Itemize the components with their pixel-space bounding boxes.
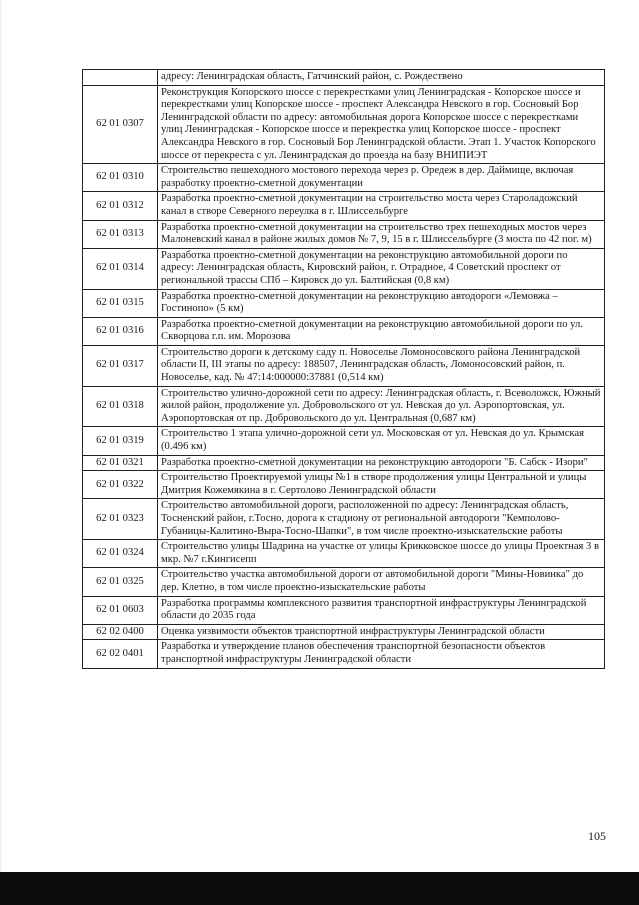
row-description: Строительство пешеходного мостового перехода через р. Оредеж в дер. Даймище, включая разработку проектно-сметной документации (158, 164, 605, 192)
table-row (83, 85, 605, 164)
row-code: 62 01 0313 (83, 220, 158, 248)
row-description: Разработка проектно-сметной документации на реконструкцию автомобильной дороги по ул. Скворцова г.п. им. Морозова (158, 317, 605, 345)
page-number: 105 (588, 829, 606, 843)
row-code: 62 01 0316 (83, 317, 158, 345)
row-code: 62 01 0318 (83, 386, 158, 427)
table-row (83, 345, 605, 386)
program-table (82, 69, 605, 669)
row-code (83, 70, 158, 86)
table-row (83, 317, 605, 345)
row-description: Строительство улично-дорожной сети по адресу: Ленинградская область, г. Всеволожск, Южный жилой район, продолжение ул. Добровольского от ул. Невская до ул. Аэропортовская, ул. Аэропортовская от пр. Добровольского до ул. Центральная (0,687 км) (158, 386, 605, 427)
row-description: адресу: Ленинградская область, Гатчинский район, с. Рождествено (158, 70, 605, 86)
row-description: Разработка проектно-сметной документации на строительство моста через Староладожский канал в створе Северного переулка в г. Шлиссельбурге (158, 192, 605, 220)
row-code: 62 01 0307 (83, 85, 158, 164)
row-description: Оценка уязвимости объектов транспортной инфраструктуры Ленинградской области (158, 624, 605, 640)
row-code: 62 01 0319 (83, 427, 158, 455)
row-description: Строительство 1 этапа улично-дорожной сети ул. Московская от ул. Невская до ул. Крымская (0.496 км) (158, 427, 605, 455)
row-code: 62 01 0312 (83, 192, 158, 220)
row-code: 62 02 0400 (83, 624, 158, 640)
table-row (83, 540, 605, 568)
row-description: Разработка проектно-сметной документации на реконструкцию автодороги "Б. Сабск - Изори" (158, 455, 605, 471)
row-description: Разработка программы комплексного развития транспортной инфраструктуры Ленинградской области до 2035 года (158, 596, 605, 624)
row-code: 62 01 0325 (83, 568, 158, 596)
row-description: Строительство Проектируемой улицы №1 в створе продолжения улицы Центральной и улицы Дмитрия Кожемякина в г. Сертолово Ленинградской области (158, 471, 605, 499)
row-description: Разработка и утверждение планов обеспечения транспортной безопасности объектов транспортной инфраструктуры Ленинградской области (158, 640, 605, 668)
table-row (83, 386, 605, 427)
table-row (83, 471, 605, 499)
row-code: 62 01 0317 (83, 345, 158, 386)
row-code: 62 01 0322 (83, 471, 158, 499)
row-description: Реконструкция Копорского шоссе с перекрестками улиц Ленинградская - Копорское шоссе и перекрестками улиц Копорское шоссе - проспект Александра Невского в гор. Сосновый Бор Ленинградской области по адресу: автомобильная дорога Копорское шоссе с перекрестками улиц Ленинградская - Копорское шоссе и перекрестка улиц Копорское шоссе - проспект Александра Невского в гор. Сосновый Бор Ленинградской области. Этап 1. Участок Копорского шоссе от перекреста с ул. Ленинградская до проезда на базу ВНИПИЭТ (158, 85, 605, 164)
table-body (83, 70, 605, 669)
table-row (83, 640, 605, 668)
table-row (83, 192, 605, 220)
row-description: Разработка проектно-сметной документации на строительство трех пешеходных мостов через Малоневский канал в районе жилых домов № 7, 9, 15 в г. Шлиссельбурге (3 моста по 42 пог. м) (158, 220, 605, 248)
table-row (83, 568, 605, 596)
row-description: Разработка проектно-сметной документации на реконструкцию автодороги «Лемовжа – Гостинопо» (5 км) (158, 289, 605, 317)
row-description: Строительство участка автомобильной дороги от автомобильной дороги "Мины-Новинка" до дер. Клетно, в том числе проектно-изыскательские работы (158, 568, 605, 596)
row-code: 62 01 0323 (83, 499, 158, 540)
row-description: Разработка проектно-сметной документации на реконструкцию автомобильной дороги по адресу: Ленинградская область, Кировский район, г. Отрадное, 4 Советский проспект от региональной трассы СПб – Кировск до ул. Балтийская (0,8 км) (158, 248, 605, 289)
row-code: 62 01 0324 (83, 540, 158, 568)
scan-edge (0, 0, 2, 872)
row-description: Строительство автомобильной дороги, расположенной по адресу: Ленинградская область, Тосненский район, г.Тосно, дорога к стадиону от региональной автодороги "Кемполово-Губаницы-Калитино-Выра-Тосно-Шапки", в том числе проектно-изыскательские работы (158, 499, 605, 540)
row-description: Строительство дороги к детскому саду п. Новоселье Ломоносовского района Ленинградской области II, III этапы по адресу: 188507, Ленинградская область, Ломоносовский район, п. Новоселье, кад. № 47:14:000000:37881 (0,514 км) (158, 345, 605, 386)
scan-bottom-bar (0, 872, 639, 905)
table-row (83, 70, 605, 86)
table-row (83, 596, 605, 624)
table-row (83, 499, 605, 540)
row-description: Строительство улицы Шадрина на участке от улицы Крикковское шоссе до улицы Проектная 3 в мкр. №7 г.Кингисепп (158, 540, 605, 568)
table-row (83, 164, 605, 192)
table-row (83, 220, 605, 248)
row-code: 62 01 0314 (83, 248, 158, 289)
table-row (83, 427, 605, 455)
table-row (83, 248, 605, 289)
row-code: 62 02 0401 (83, 640, 158, 668)
table-row (83, 624, 605, 640)
table-row (83, 455, 605, 471)
row-code: 62 01 0315 (83, 289, 158, 317)
table-row (83, 289, 605, 317)
row-code: 62 01 0603 (83, 596, 158, 624)
row-code: 62 01 0321 (83, 455, 158, 471)
row-code: 62 01 0310 (83, 164, 158, 192)
